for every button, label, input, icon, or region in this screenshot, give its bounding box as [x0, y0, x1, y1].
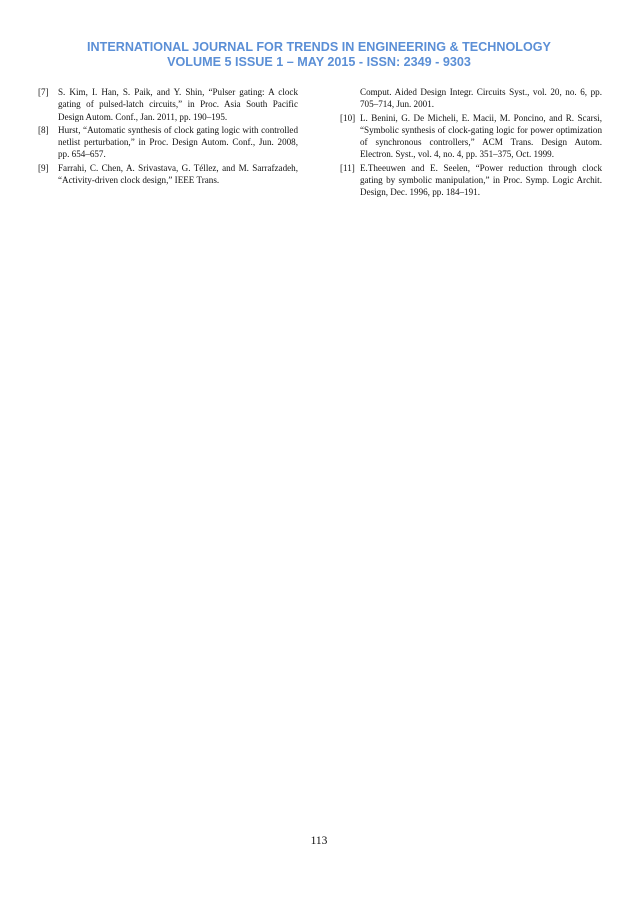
reference-number: [7]: [38, 87, 49, 97]
reference-continuation: Comput. Aided Design Integr. Circuits Syst., vol. 20, no. 6, pp. 705–714, Jun. 2001.: [360, 87, 602, 110]
reference-item: [38, 162, 298, 187]
references-left-column: [38, 86, 298, 187]
reference-number: [9]: [38, 162, 49, 173]
reference-number: [8]: [38, 124, 49, 135]
journal-volume-issn: VOLUME 5 ISSUE 1 – MAY 2015 - ISSN: 2349 - 9303: [167, 55, 471, 69]
reference-text: Farrahi, C. Chen, A. Srivastava, G. Téllez, and M. Sarrafzadeh, “Activity-driven clock design,” IEEE Trans.: [58, 162, 298, 186]
reference-item: [38, 86, 298, 123]
reference-item: [340, 112, 602, 161]
reference-number: [10]: [340, 112, 356, 123]
reference-text: S. Kim, I. Han, S. Paik, and Y. Shin, “Pulser gating: A clock gating of pulsed-latch circuits,” in Proc. Asia South Pacific Design Autom. Conf., Jan. 2011, pp. 190–195.: [58, 87, 298, 122]
reference-item: [38, 124, 298, 161]
reference-number: [11]: [340, 162, 355, 173]
journal-header: [0, 40, 638, 70]
reference-text: E.Theeuwen and E. Seelen, “Power reduction through clock gating by symbolic manipulation,” in Proc. Symp. Logic Archit. Design, Dec. 1996, pp. 184–191.: [360, 162, 602, 198]
page-number: 113: [310, 835, 328, 847]
reference-text: L. Benini, G. De Micheli, E. Macii, M. Poncino, and R. Scarsi, “Symbolic synthesis of clock-gating logic for power optimization of synchronous controllers,” ACM Trans. Design Autom. Electron. Syst., vol. 4, no. 4, pp. 351–375, Oct. 1999.: [360, 112, 602, 160]
references-right-column: [340, 86, 602, 200]
reference-item: [340, 162, 602, 199]
reference-text: Hurst, “Automatic synthesis of clock gating logic with controlled netlist perturbation,” in Proc. Design Autom. Conf., Jun. 2008, pp. 654–657.: [58, 124, 298, 160]
journal-title: INTERNATIONAL JOURNAL FOR TRENDS IN ENGINEERING & TECHNOLOGY: [87, 40, 551, 54]
